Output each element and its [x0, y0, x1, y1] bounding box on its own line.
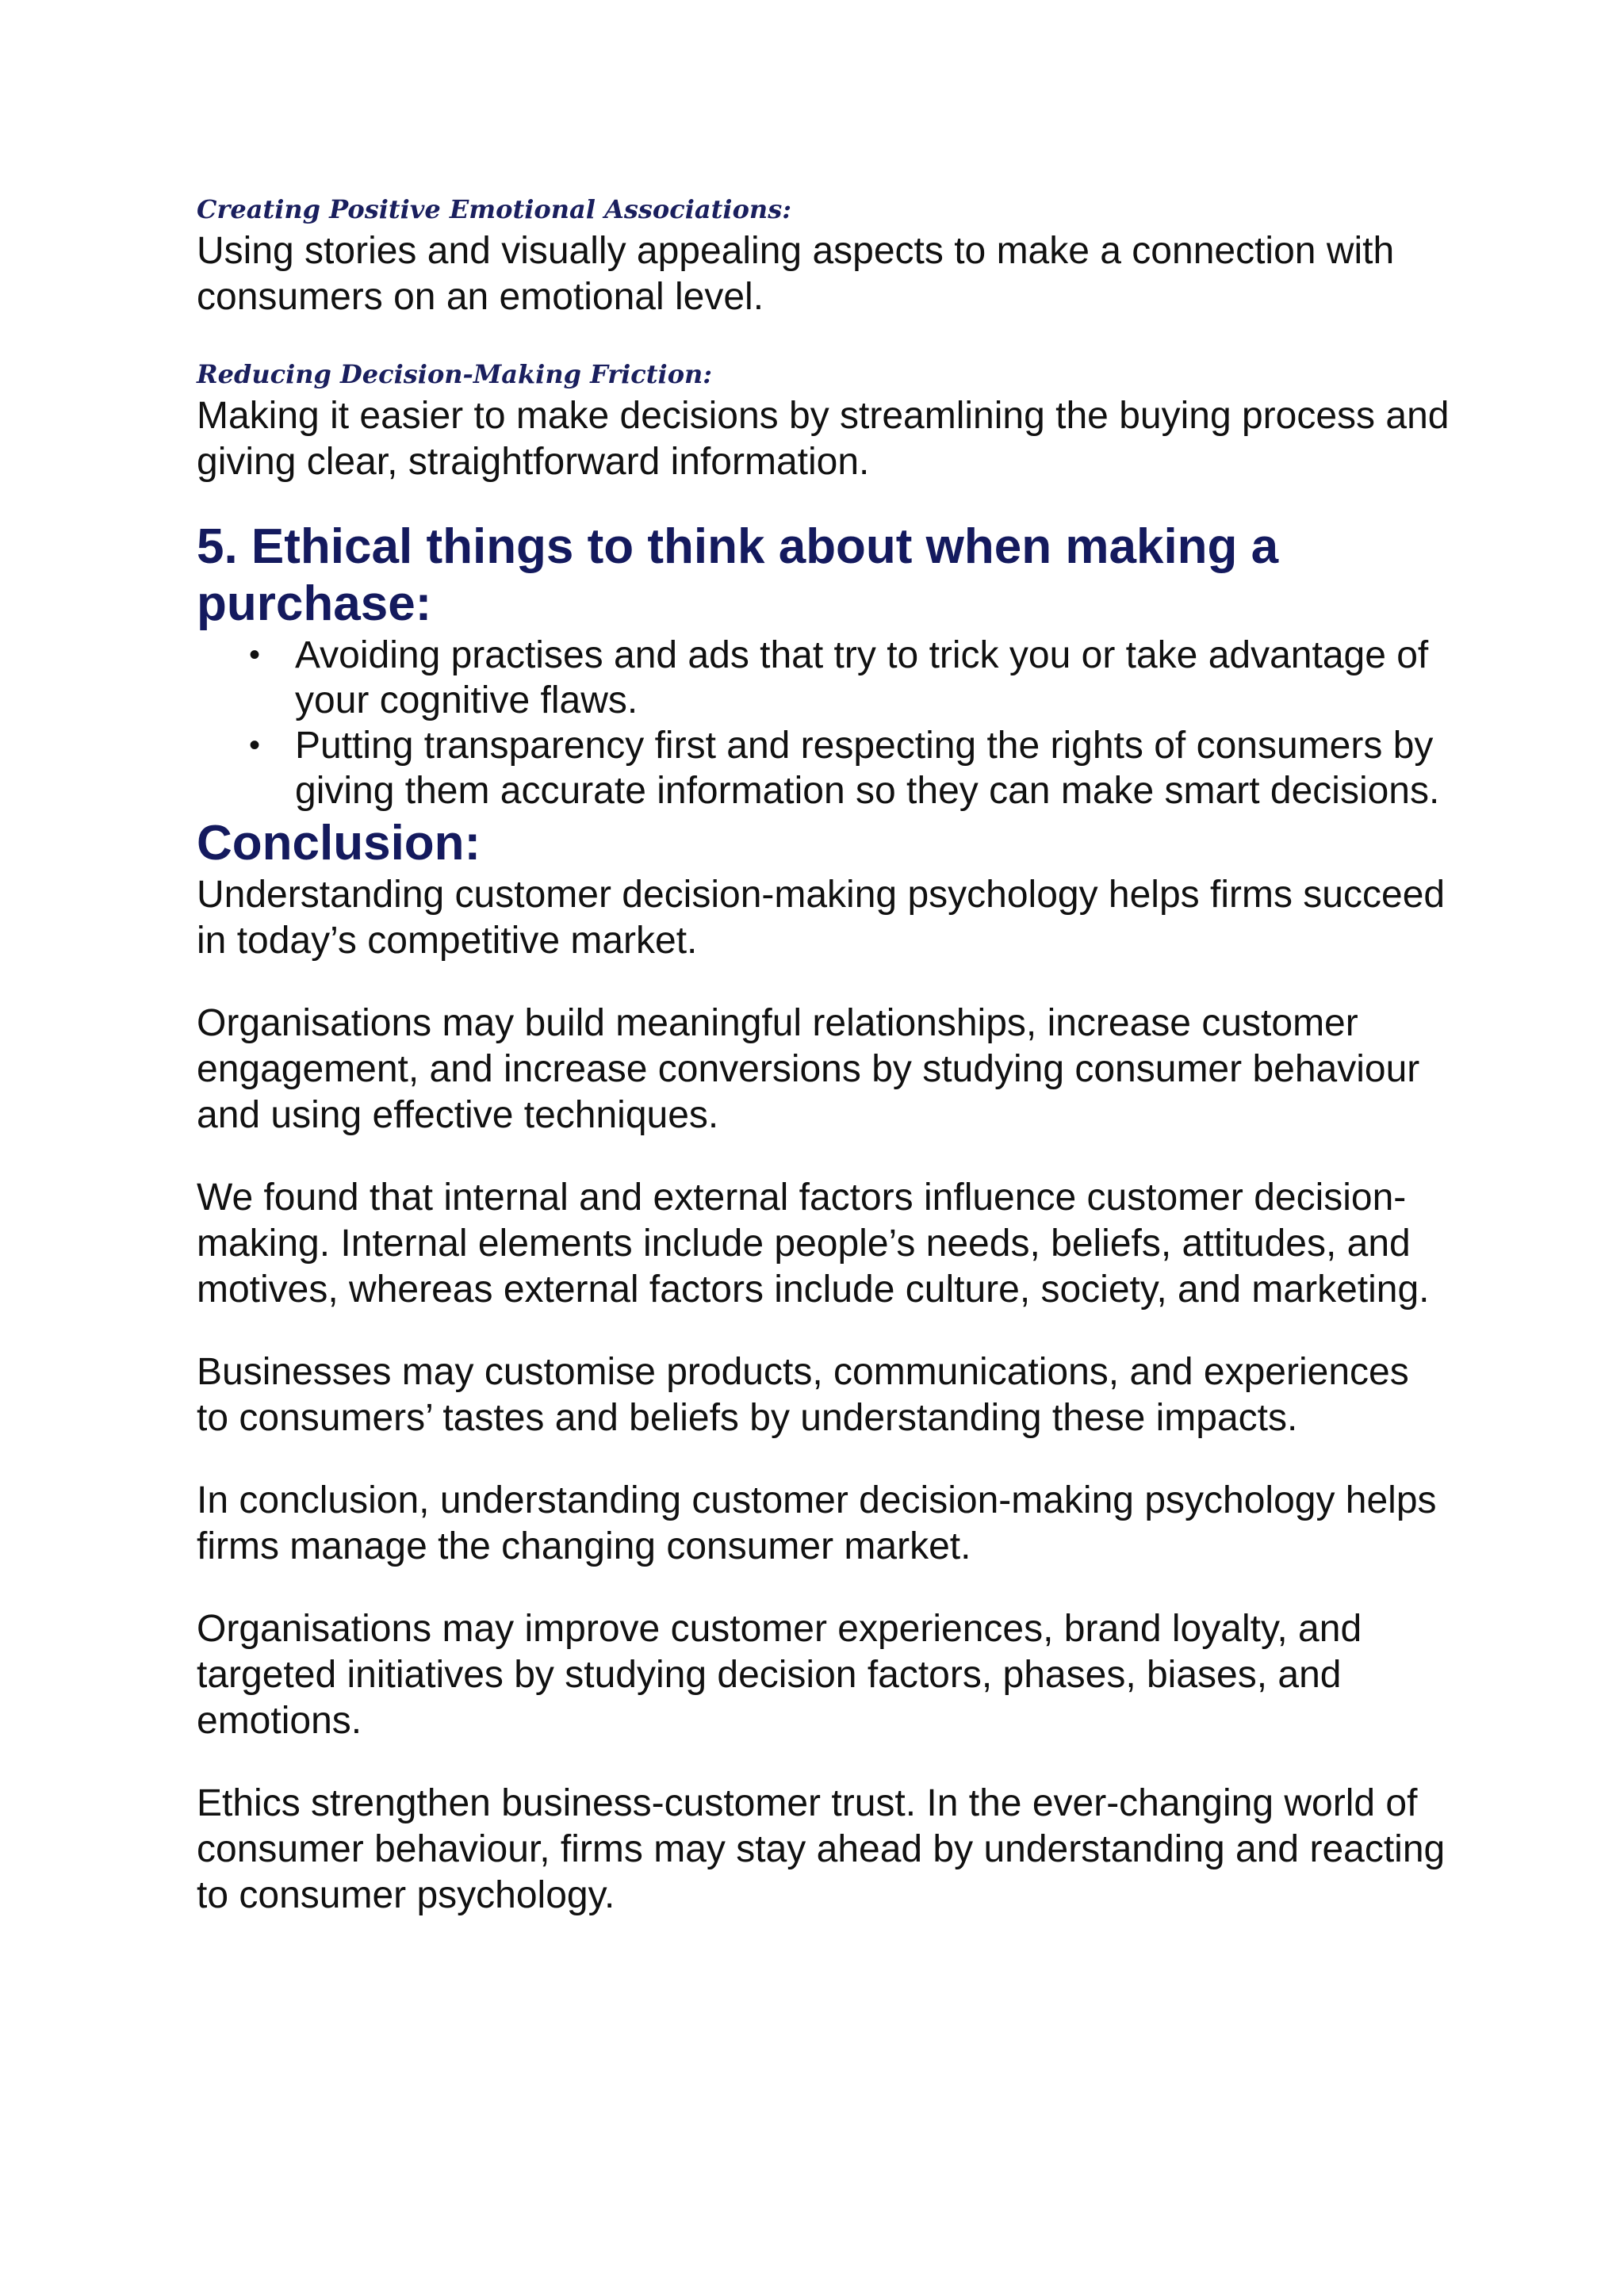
bullet-icon: • [249, 637, 261, 672]
page-content [197, 193, 1450, 1919]
list-item [197, 633, 1450, 723]
conclusion-paragraph: Organisations may build meaningful relationships, increase customer engagement, and increase conversions by studying consumer behaviour and using effective techniques. [197, 1002, 1420, 1136]
conclusion-paragraph: In conclusion, understanding customer decision-making psychology helps firms manage the changing consumer market. [197, 1479, 1437, 1567]
conclusion-paragraph: Organisations may improve customer experiences, brand loyalty, and targeted initiatives by studying decision factors, phases, biases, and emotions. [197, 1608, 1362, 1742]
ethics-bullet-list [197, 633, 1450, 813]
emotional-associations-text: Using stories and visually appealing aspects to make a connection with consumers on an emotional level. [197, 230, 1395, 318]
list-item-text: Avoiding practises and ads that try to trick you or take advantage of your cognitive flaws. [295, 634, 1429, 721]
bullet-icon: • [249, 728, 261, 763]
conclusion-heading: Conclusion: [197, 816, 481, 871]
conclusion-paragraph: We found that internal and external factors influence customer decision-making. Internal elements include people’s needs, beliefs, attitudes, and motives, whereas external factors include culture, society, and marketing. [197, 1177, 1430, 1311]
emotional-associations-heading: Creating Positive Emotional Associations: [197, 194, 792, 224]
conclusion-paragraph: Businesses may customise products, communications, and experiences to consumers’ tastes and beliefs by understanding these impacts. [197, 1351, 1409, 1439]
ethics-section-heading: 5. Ethical things to think about when making a purchase: [197, 519, 1279, 631]
decision-friction-text: Making it easier to make decisions by streamlining the buying process and giving clear, straightforward information. [197, 395, 1450, 483]
list-item [197, 723, 1450, 813]
decision-friction-heading: Reducing Decision-Making Friction: [197, 359, 713, 389]
conclusion-paragraph: Understanding customer decision-making psychology helps firms succeed in today’s competitive market. [197, 874, 1446, 962]
conclusion-paragraph: Ethics strengthen business-customer trust. In the ever-changing world of consumer behaviour, firms may stay ahead by understanding and reacting to consumer psychology. [197, 1782, 1446, 1916]
list-item-text: Putting transparency first and respecting the rights of consumers by giving them accurate information so they can make smart decisions. [295, 725, 1440, 812]
